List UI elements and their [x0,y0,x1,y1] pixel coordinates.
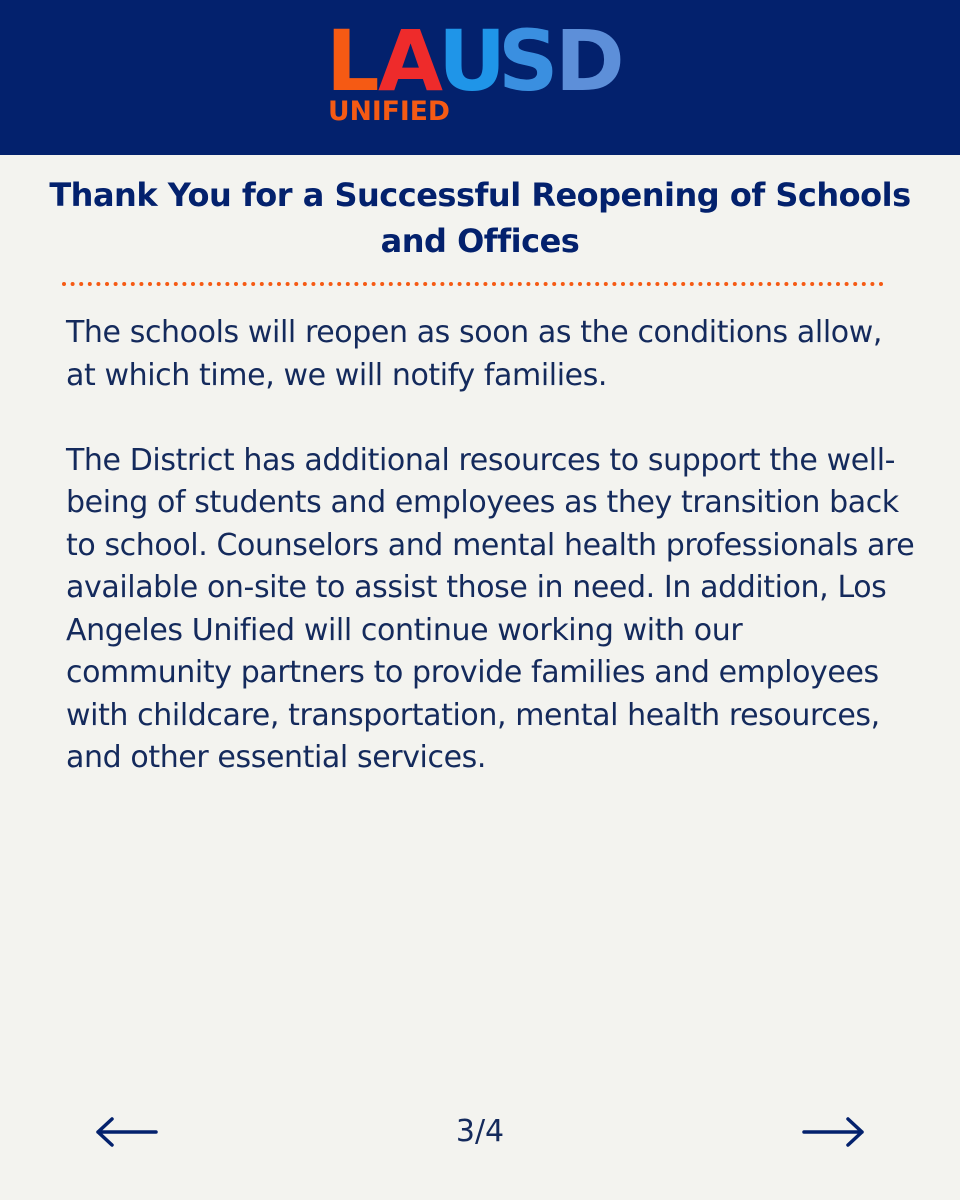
post-body [66,312,916,822]
page-indicator: 3/4 [455,1114,505,1149]
arrow-right-icon [802,1112,866,1152]
next-slide-button[interactable] [802,1112,866,1152]
body-paragraph: The District has additional resources to support the well-being of students and employees as they transition back to school. Counselors and mental health professionals are available on-site to assist those in need. In addition, Los Angeles Unified will continue working with our community partners to provide families and employees with childcare, transportation, mental health resources, and other essential services. [66,442,915,775]
logo-letter-s: S [498,26,559,110]
header-banner [0,0,960,155]
previous-slide-button[interactable] [94,1112,158,1152]
logo-letter-l: L [326,26,380,110]
dotted-divider [62,280,890,288]
lausd-unified-logo [326,26,636,126]
arrow-left-icon [94,1112,158,1152]
logo-letter-d: D [555,26,625,110]
post-title: Thank You for a Successful Reopening of Schools and Offices [49,176,911,260]
logo-letter-u: U [438,26,507,110]
logo-subtext: UNIFIED [328,96,450,126]
body-paragraph: The schools will reopen as soon as the conditions allow, at which time, we will notify families. [66,315,883,393]
logo-letter-a: A [378,26,444,110]
